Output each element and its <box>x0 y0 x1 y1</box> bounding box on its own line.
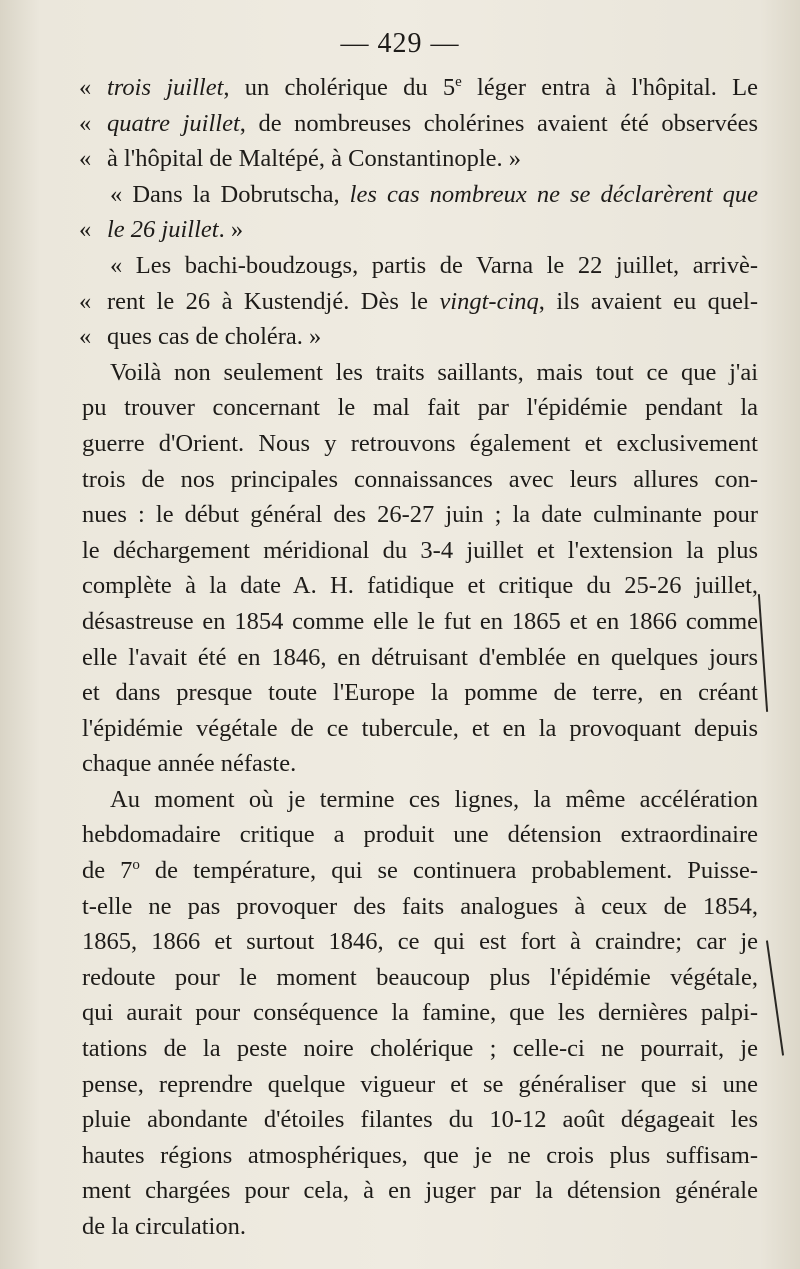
text-run: pluie abondante d'étoiles filantes du 10-12 août dégageait les <box>82 1106 758 1134</box>
text-run: pense, reprendre quelque vigueur et se généraliser que si une <box>82 1070 758 1098</box>
text-run: , ils avaient eu quel- <box>538 287 758 315</box>
text-run: pu trouver concernant le mal fait par l'épidémie pendant la <box>82 394 758 422</box>
text-run: chaque année néfaste. <box>82 750 297 778</box>
margin-pencil-mark-upper <box>758 594 768 712</box>
text-line <box>82 355 758 391</box>
superscript: o <box>132 857 140 874</box>
text-run: désastreuse en 1854 comme elle le fut en 1865 et en 1866 comme <box>82 607 758 635</box>
text-run: 1865, 1866 et surtout 1846, ce qui est fort à craindre; car je <box>82 928 758 956</box>
text-line <box>82 640 758 676</box>
text-run: trois de nos principales connaissances avec leurs allures con- <box>82 465 758 493</box>
text-run: , de nombreuses cholérines avaient été observées <box>239 109 758 137</box>
text-line <box>82 817 758 853</box>
text-line <box>82 568 758 604</box>
text-run: Voilà non seulement les traits saillants, mais tout ce que j'ai <box>110 358 758 386</box>
quote-mark: « <box>79 287 92 315</box>
text-line <box>82 1031 758 1067</box>
text-line <box>82 1209 758 1245</box>
text-run: de 7 <box>82 857 133 885</box>
text-run: ques cas de choléra. » <box>107 323 322 351</box>
text-line <box>82 1102 758 1138</box>
text-line <box>82 390 758 426</box>
text-line <box>82 675 758 711</box>
italic-text: les cas nombreux ne se déclarèrent que <box>349 180 758 208</box>
text-line <box>82 782 758 818</box>
text-line <box>79 141 758 177</box>
text-run: t-elle ne pas provoquer des faits analogues à ceux de 1854, <box>82 892 758 920</box>
body-text <box>79 70 758 1245</box>
margin-pencil-mark-lower <box>766 940 784 1055</box>
text-run: guerre d'Orient. Nous y retrouvons également et exclusivement <box>82 429 758 457</box>
italic-text: vingt-cinq <box>439 287 539 315</box>
text-run: ment chargées pour cela, à en juger par la détension générale <box>82 1177 758 1205</box>
text-line <box>82 248 758 284</box>
text-run: de température, qui se continuera probablement. Puisse- <box>139 857 758 885</box>
text-run: complète à la date A. H. fatidique et critique du 25-26 juillet, <box>82 572 758 600</box>
quote-mark: « <box>79 74 92 101</box>
text-line <box>79 106 758 142</box>
italic-text: trois juillet <box>107 74 224 101</box>
page-number: — 429 — <box>340 28 460 59</box>
text-line <box>82 604 758 640</box>
text-run: Au moment où je termine ces lignes, la même accélération <box>110 785 758 813</box>
text-line <box>82 1067 758 1103</box>
text-line <box>82 960 758 996</box>
text-line <box>82 533 758 569</box>
text-run: et dans presque toute l'Europe la pomme de terre, en créant <box>82 679 758 707</box>
text-run: tations de la peste noire cholérique ; celle-ci ne pourrait, je <box>82 1035 758 1063</box>
text-run: rent le 26 à Kustendjé. Dès le <box>107 287 440 315</box>
text-run: l'épidémie végétale de ce tubercule, et en la provoquant depuis <box>82 714 758 742</box>
text-run: « Les bachi-boudzougs, partis de Varna le 22 juillet, arrivè- <box>110 251 758 279</box>
superscript: e <box>455 74 462 90</box>
text-line <box>82 1138 758 1174</box>
text-run: de la circulation. <box>82 1213 246 1240</box>
text-line <box>82 995 758 1031</box>
text-line <box>82 462 758 498</box>
quote-mark: « <box>79 109 92 137</box>
text-line <box>82 924 758 960</box>
text-line <box>82 746 758 782</box>
text-run: elle l'avait été en 1846, en détruisant d'emblée en quelques jours <box>82 643 758 671</box>
text-run: redoute pour le moment beaucoup plus l'épidémie végétale, <box>82 963 758 991</box>
italic-text: le 26 juillet <box>107 216 219 244</box>
text-run: , un cholérique du 5 <box>223 74 456 101</box>
text-run: hebdomadaire critique a produit une détension extraordinaire <box>82 821 758 849</box>
quote-mark: « <box>79 145 92 173</box>
text-run: hautes régions atmosphériques, que je ne crois plus suffisam- <box>82 1141 758 1169</box>
text-line <box>82 426 758 462</box>
text-run: . » <box>218 216 244 244</box>
text-run: le déchargement méridional du 3-4 juillet et l'extension la plus <box>82 536 758 564</box>
quote-mark: « <box>79 323 92 351</box>
text-run: nues : le début général des 26-27 juin ; la date culminante pour <box>82 501 758 529</box>
text-run: à l'hôpital de Maltépé, à Constantinople. » <box>107 145 522 173</box>
text-line <box>82 889 758 925</box>
text-run: qui aurait pour conséquence la famine, que les dernières palpi- <box>82 999 758 1027</box>
quote-mark: « <box>79 216 92 244</box>
text-line <box>79 319 758 355</box>
text-run: léger entra à l'hôpital. Le <box>461 74 758 101</box>
text-line <box>79 212 758 248</box>
italic-text: quatre juillet <box>107 109 240 137</box>
text-run: « Dans la Dobrutscha, <box>110 180 350 208</box>
text-line <box>82 853 758 889</box>
text-line <box>82 177 758 213</box>
text-line <box>82 497 758 533</box>
text-line <box>79 284 758 320</box>
text-line <box>82 711 758 747</box>
text-line <box>79 70 758 106</box>
text-line <box>82 1173 758 1209</box>
